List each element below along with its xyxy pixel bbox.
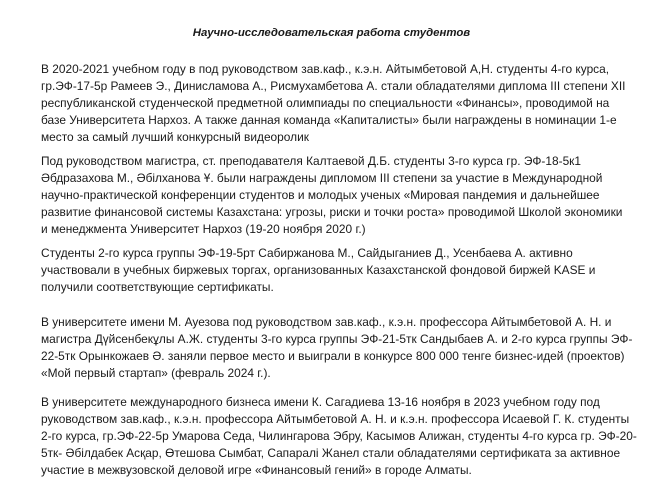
text-line: Әбдразахова М., Әбілханова Ұ. были награждены дипломом III степени за участие в Международной [41,171,603,185]
text-line: Студенты 2-го курса группы ЭФ-19-5рт Сабиржанова М., Сайдыганиев Д., Усенбаева А. активно [41,246,573,260]
text-line: получили соответствующие сертификаты. [41,280,274,294]
paragraph-kase-trading [41,245,641,296]
text-line: 2-го курса, гр.ЭФ-22-5р Умарова Седа, Чилингарова Эбру, Касымов Алижан, студенты 4-го курса гр. ЭФ-20- [41,429,637,443]
text-line: участвовали в учебных биржевых торгах, организованных Казахстанской фондовой биржей KASE и [41,263,596,277]
paragraph-business-game [41,394,641,479]
text-line: республиканской студенческой предметной олимпиады по специальности «Финансы», проводимой на [41,96,610,110]
text-line: магистра Дүйсенбекұлы А.Ж. студенты 3-го курса группы ЭФ-21-5тк Сандыбаев А. и 2-го курса группы ЭФ- [41,332,633,346]
text-line: В 2020-2021 учебном году в под руководством зав.каф., к.э.н. Айтымбетовой А,Н. студенты 4-го курса, [41,62,610,76]
text-line: место за самый лучший конкурсный видеоролик [41,130,309,144]
text-line: В университете имени М. Ауезова под руководством зав.каф., к.э.н. профессора Айтымбетовой А. Н. и [41,315,612,329]
text-line: В университете международного бизнеса имени К. Сагадиева 13-16 ноября в 2023 учебном году под [41,395,600,409]
text-line: Под руководством магистра, ст. преподавателя Калтаевой Д.Б. студенты 3-го курса гр. ЭФ-18-5к1 [41,154,581,168]
text-line: базе Университета Нархоз. А также данная команда «Капиталисты» были награждены в номинации 1-е [41,113,617,127]
text-line: 22-5тк Орынкожаев Ә. заняли первое место и выиграли в конкурсе 800 000 тенге бизнес-идей (проектов) [41,349,625,363]
paragraph-conference [41,153,641,238]
paragraph-olympiad [41,61,641,146]
text-line: гр.ЭФ-17-5р Рамеев Э., Динисламова А., Рисмухамбетова А. стали обладателями диплома III степени XII [41,79,626,93]
paragraph-startup-contest [41,314,641,382]
text-line: руководством зав.каф., к.э.н. профессора Айтымбетовой А. Н. и к.э.н. профессора Исаевой Г. К. студенты [41,412,630,426]
text-line: и менеджмента Университет Нархоз (19-20 ноября 2020 г.) [41,222,366,236]
text-line: «Мой первый стартап» (февраль 2024 г.). [41,366,271,380]
text-line: участие в межвузовской деловой игре «Финансовый гений» в городе Алматы. [41,463,472,477]
text-line: научно-практической конференции студентов и молодых ученых «Мировая пандемия и дальнейшее [41,188,600,202]
text-line: развитие финансовой системы Казахстана: угрозы, риски и точки роста» проводимой Школой экономики [41,205,623,219]
text-line: 5тк- Әбілдабек Асқар, Өтешова Сымбат, Сапаралі Жанел стали обладателями сертификата за активное [41,446,621,460]
document-title: Научно-исследовательская работа студентов [192,27,471,39]
